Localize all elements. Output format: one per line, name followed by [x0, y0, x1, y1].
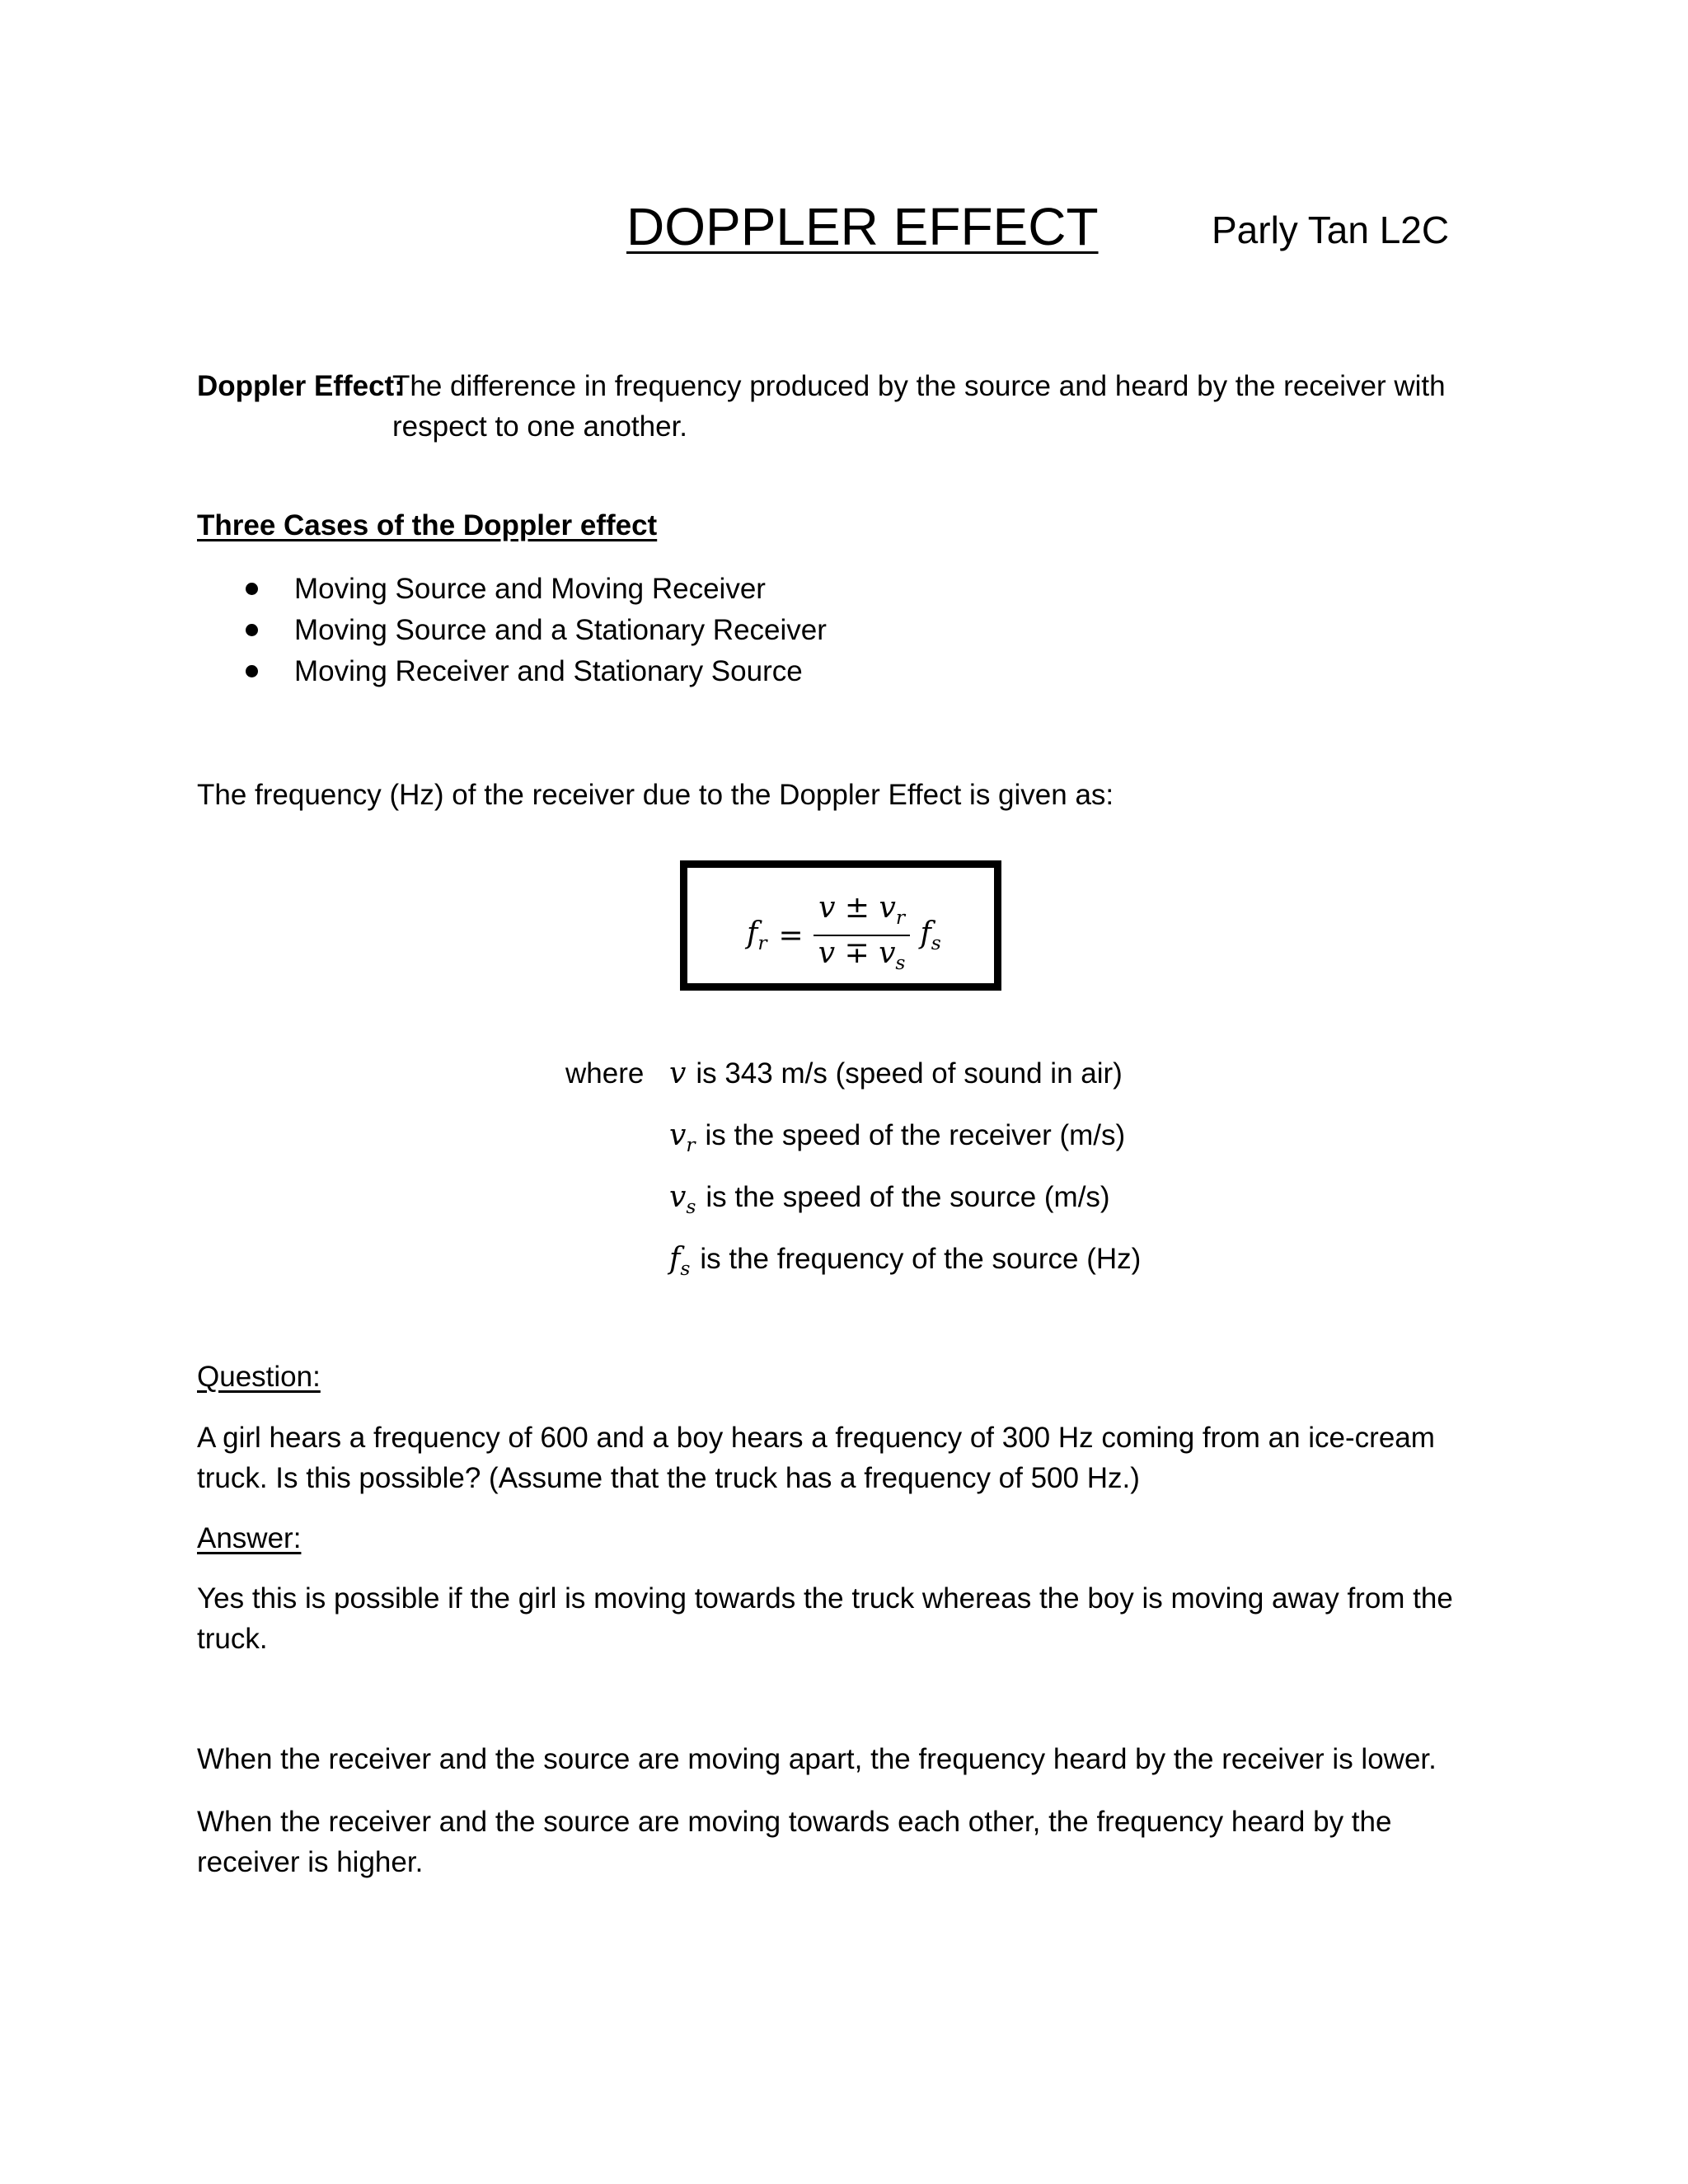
variable-description: is the speed of the receiver (m/s) [705, 1119, 1126, 1151]
list-item [235, 651, 827, 692]
author-name: Parly Tan L2C [1212, 209, 1450, 251]
formula-equals: = [778, 918, 804, 953]
variable-symbol: $v_s$ [669, 1180, 696, 1219]
variable-definition [669, 1115, 1125, 1165]
variable-definition [669, 1053, 1123, 1104]
bullet-icon [246, 624, 258, 636]
variable-description: is the frequency of the source (Hz) [700, 1243, 1142, 1275]
formula-lhs: $f_r$ [747, 916, 767, 955]
formula-box [680, 860, 1001, 991]
formula-rhs: $f_s$ [920, 916, 941, 955]
variable-definition [669, 1177, 1110, 1227]
list-item [235, 569, 827, 610]
variable-symbol: $v_r$ [669, 1118, 696, 1157]
note-moving-towards: When the receiver and the source are moving towards each other, the frequency heard by the receiver is higher. [197, 1806, 1392, 1878]
bullet-icon [246, 583, 258, 595]
case-label: Moving Receiver and Stationary Source [294, 655, 803, 687]
definition-text: The difference in frequency produced by the source and heard by the receiver with respect to one another. [392, 370, 1446, 443]
formula-intro: The frequency (Hz) of the receiver due to the Doppler Effect is given as: [197, 779, 1114, 811]
case-label: Moving Source and a Stationary Receiver [294, 614, 827, 646]
question-text: A girl hears a frequency of 600 and a boy hears a frequency of 300 Hz coming from an ice-cream truck. Is this possible? (Assume that the truck has a frequency of 500 Hz.) [197, 1422, 1435, 1494]
cases-heading: Three Cases of the Doppler effect [197, 509, 658, 541]
definition-term: Doppler Effect: [197, 370, 404, 402]
list-item [235, 610, 827, 651]
where-label: where [565, 1057, 645, 1090]
case-label: Moving Source and Moving Receiver [294, 573, 766, 605]
doppler-formula [747, 891, 941, 980]
variable-symbol: $f_s$ [669, 1242, 691, 1281]
page-title: DOPPLER EFFECT [626, 197, 1099, 256]
variable-description: is 343 m/s (speed of sound in air) [696, 1057, 1123, 1090]
cases-list [235, 569, 827, 692]
answer-label: Answer: [197, 1522, 302, 1554]
note-moving-apart: When the receiver and the source are moving apart, the frequency heard by the receiver is lower. [197, 1743, 1437, 1775]
variable-symbol: v [669, 1057, 687, 1090]
formula-denominator: $v \mp v_s$ [818, 936, 906, 975]
variable-description: is the speed of the source (m/s) [706, 1181, 1110, 1213]
answer-text: Yes this is possible if the girl is moving towards the truck whereas the boy is moving away from the truck. [197, 1582, 1453, 1655]
bullet-icon [246, 665, 258, 677]
formula-numerator: $v \pm v_r$ [818, 891, 906, 930]
question-label: Question: [197, 1361, 321, 1393]
variable-definition [669, 1239, 1141, 1289]
formula-fraction [814, 891, 911, 980]
